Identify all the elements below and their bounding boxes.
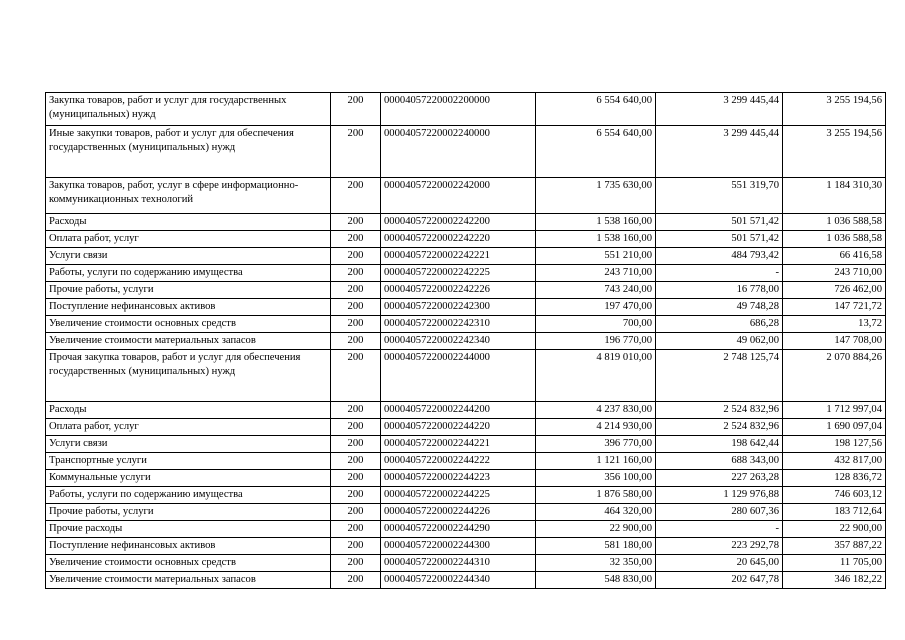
row-code-cell: 200 (331, 487, 381, 504)
row-name-cell: Работы, услуги по содержанию имущества (46, 487, 331, 504)
row-unexecuted-cell: 1 712 997,04 (783, 402, 886, 419)
table-row (46, 231, 886, 248)
table-row (46, 299, 886, 316)
row-approved-cell: 1 538 160,00 (536, 231, 656, 248)
row-code-cell: 200 (331, 248, 381, 265)
row-executed-cell: 2 748 125,74 (656, 350, 783, 402)
table-row (46, 214, 886, 231)
table-row (46, 265, 886, 282)
table-row (46, 453, 886, 470)
row-executed-cell: 501 571,42 (656, 214, 783, 231)
table-row (46, 572, 886, 589)
row-kbk-cell: 00004057220002242000 (381, 178, 536, 214)
row-code-cell: 200 (331, 299, 381, 316)
row-kbk-cell: 00004057220002244310 (381, 555, 536, 572)
row-code-cell: 200 (331, 572, 381, 589)
row-executed-cell: 2 524 832,96 (656, 402, 783, 419)
row-approved-cell: 1 538 160,00 (536, 214, 656, 231)
row-kbk-cell: 00004057220002242221 (381, 248, 536, 265)
row-approved-cell: 22 900,00 (536, 521, 656, 538)
row-executed-cell: 20 645,00 (656, 555, 783, 572)
table-row (46, 470, 886, 487)
row-unexecuted-cell: 22 900,00 (783, 521, 886, 538)
row-approved-cell: 1 735 630,00 (536, 178, 656, 214)
row-name-cell: Увеличение стоимости основных средств (46, 555, 331, 572)
row-unexecuted-cell: 1 036 588,58 (783, 214, 886, 231)
row-kbk-cell: 00004057220002244226 (381, 504, 536, 521)
row-name-cell: Закупка товаров, работ, услуг в сфере информационно-коммуникационных технологий (46, 178, 331, 214)
row-name-cell: Транспортные услуги (46, 453, 331, 470)
row-unexecuted-cell: 2 070 884,26 (783, 350, 886, 402)
row-unexecuted-cell: 1 036 588,58 (783, 231, 886, 248)
row-name-cell: Оплата работ, услуг (46, 419, 331, 436)
row-approved-cell: 196 770,00 (536, 333, 656, 350)
row-name-cell: Поступление нефинансовых активов (46, 538, 331, 555)
row-name-cell: Поступление нефинансовых активов (46, 299, 331, 316)
row-executed-cell: 16 778,00 (656, 282, 783, 299)
row-code-cell: 200 (331, 436, 381, 453)
row-executed-cell: - (656, 265, 783, 282)
row-approved-cell: 197 470,00 (536, 299, 656, 316)
table-row (46, 248, 886, 265)
table-row (46, 538, 886, 555)
row-kbk-cell: 00004057220002200000 (381, 93, 536, 126)
row-executed-cell: 501 571,42 (656, 231, 783, 248)
row-approved-cell: 548 830,00 (536, 572, 656, 589)
row-approved-cell: 551 210,00 (536, 248, 656, 265)
row-executed-cell: 198 642,44 (656, 436, 783, 453)
row-code-cell: 200 (331, 316, 381, 333)
row-kbk-cell: 00004057220002244340 (381, 572, 536, 589)
row-name-cell: Коммунальные услуги (46, 470, 331, 487)
row-code-cell: 200 (331, 350, 381, 402)
row-unexecuted-cell: 243 710,00 (783, 265, 886, 282)
row-approved-cell: 6 554 640,00 (536, 93, 656, 126)
row-kbk-cell: 00004057220002242340 (381, 333, 536, 350)
row-approved-cell: 32 350,00 (536, 555, 656, 572)
row-unexecuted-cell: 3 255 194,56 (783, 93, 886, 126)
table-row (46, 436, 886, 453)
row-code-cell: 200 (331, 231, 381, 248)
row-code-cell: 200 (331, 282, 381, 299)
table-row (46, 350, 886, 402)
row-kbk-cell: 00004057220002244222 (381, 453, 536, 470)
row-unexecuted-cell: 11 705,00 (783, 555, 886, 572)
row-executed-cell: 223 292,78 (656, 538, 783, 555)
row-executed-cell: 1 129 976,88 (656, 487, 783, 504)
row-executed-cell: 3 299 445,44 (656, 93, 783, 126)
row-approved-cell: 581 180,00 (536, 538, 656, 555)
row-unexecuted-cell: 432 817,00 (783, 453, 886, 470)
row-unexecuted-cell: 128 836,72 (783, 470, 886, 487)
row-approved-cell: 4 237 830,00 (536, 402, 656, 419)
table-row (46, 282, 886, 299)
table-row (46, 487, 886, 504)
table-row (46, 93, 886, 126)
row-name-cell: Прочие работы, услуги (46, 282, 331, 299)
row-approved-cell: 396 770,00 (536, 436, 656, 453)
row-kbk-cell: 00004057220002242300 (381, 299, 536, 316)
row-executed-cell: 49 748,28 (656, 299, 783, 316)
table-body (46, 93, 886, 589)
row-unexecuted-cell: 198 127,56 (783, 436, 886, 453)
table-row (46, 316, 886, 333)
row-code-cell: 200 (331, 178, 381, 214)
row-code-cell: 200 (331, 265, 381, 282)
row-executed-cell: - (656, 521, 783, 538)
row-name-cell: Увеличение стоимости материальных запасов (46, 333, 331, 350)
row-code-cell: 200 (331, 126, 381, 178)
row-approved-cell: 243 710,00 (536, 265, 656, 282)
row-name-cell: Увеличение стоимости материальных запасов (46, 572, 331, 589)
row-name-cell: Оплата работ, услуг (46, 231, 331, 248)
row-unexecuted-cell: 3 255 194,56 (783, 126, 886, 178)
row-kbk-cell: 00004057220002244220 (381, 419, 536, 436)
row-unexecuted-cell: 147 708,00 (783, 333, 886, 350)
table-row (46, 402, 886, 419)
row-name-cell: Прочие работы, услуги (46, 504, 331, 521)
row-name-cell: Расходы (46, 402, 331, 419)
row-kbk-cell: 00004057220002242310 (381, 316, 536, 333)
row-kbk-cell: 00004057220002244225 (381, 487, 536, 504)
row-code-cell: 200 (331, 214, 381, 231)
row-approved-cell: 1 121 160,00 (536, 453, 656, 470)
row-name-cell: Услуги связи (46, 436, 331, 453)
row-executed-cell: 484 793,42 (656, 248, 783, 265)
table-row (46, 126, 886, 178)
row-executed-cell: 202 647,78 (656, 572, 783, 589)
row-code-cell: 200 (331, 470, 381, 487)
row-approved-cell: 356 100,00 (536, 470, 656, 487)
row-name-cell: Прочая закупка товаров, работ и услуг для обеспечения государственных (муниципальных) нужд (46, 350, 331, 402)
row-approved-cell: 464 320,00 (536, 504, 656, 521)
row-kbk-cell: 00004057220002244300 (381, 538, 536, 555)
row-unexecuted-cell: 346 182,22 (783, 572, 886, 589)
row-code-cell: 200 (331, 93, 381, 126)
row-kbk-cell: 00004057220002242200 (381, 214, 536, 231)
row-name-cell: Увеличение стоимости основных средств (46, 316, 331, 333)
row-code-cell: 200 (331, 333, 381, 350)
row-kbk-cell: 00004057220002244290 (381, 521, 536, 538)
row-name-cell: Иные закупки товаров, работ и услуг для обеспечения государственных (муниципальных) нужд (46, 126, 331, 178)
table-row (46, 178, 886, 214)
row-name-cell: Закупка товаров, работ и услуг для государственных (муниципальных) нужд (46, 93, 331, 126)
row-executed-cell: 2 524 832,96 (656, 419, 783, 436)
row-code-cell: 200 (331, 402, 381, 419)
row-approved-cell: 4 819 010,00 (536, 350, 656, 402)
row-approved-cell: 743 240,00 (536, 282, 656, 299)
row-unexecuted-cell: 183 712,64 (783, 504, 886, 521)
row-code-cell: 200 (331, 521, 381, 538)
row-executed-cell: 3 299 445,44 (656, 126, 783, 178)
row-unexecuted-cell: 1 184 310,30 (783, 178, 886, 214)
row-unexecuted-cell: 147 721,72 (783, 299, 886, 316)
row-kbk-cell: 00004057220002244200 (381, 402, 536, 419)
row-executed-cell: 49 062,00 (656, 333, 783, 350)
row-code-cell: 200 (331, 555, 381, 572)
table-row (46, 521, 886, 538)
row-kbk-cell: 00004057220002242226 (381, 282, 536, 299)
row-approved-cell: 6 554 640,00 (536, 126, 656, 178)
row-approved-cell: 1 876 580,00 (536, 487, 656, 504)
row-unexecuted-cell: 357 887,22 (783, 538, 886, 555)
row-executed-cell: 686,28 (656, 316, 783, 333)
row-name-cell: Прочие расходы (46, 521, 331, 538)
row-unexecuted-cell: 1 690 097,04 (783, 419, 886, 436)
row-code-cell: 200 (331, 504, 381, 521)
row-kbk-cell: 00004057220002242220 (381, 231, 536, 248)
row-name-cell: Расходы (46, 214, 331, 231)
budget-expenditure-table (45, 92, 886, 589)
row-unexecuted-cell: 726 462,00 (783, 282, 886, 299)
row-kbk-cell: 00004057220002244000 (381, 350, 536, 402)
row-kbk-cell: 00004057220002240000 (381, 126, 536, 178)
row-approved-cell: 4 214 930,00 (536, 419, 656, 436)
row-name-cell: Услуги связи (46, 248, 331, 265)
row-executed-cell: 688 343,00 (656, 453, 783, 470)
row-code-cell: 200 (331, 453, 381, 470)
row-unexecuted-cell: 13,72 (783, 316, 886, 333)
row-executed-cell: 280 607,36 (656, 504, 783, 521)
row-kbk-cell: 00004057220002244221 (381, 436, 536, 453)
row-executed-cell: 227 263,28 (656, 470, 783, 487)
row-unexecuted-cell: 746 603,12 (783, 487, 886, 504)
table-row (46, 333, 886, 350)
row-name-cell: Работы, услуги по содержанию имущества (46, 265, 331, 282)
table-row (46, 555, 886, 572)
table-row (46, 504, 886, 521)
row-unexecuted-cell: 66 416,58 (783, 248, 886, 265)
row-executed-cell: 551 319,70 (656, 178, 783, 214)
table-row (46, 419, 886, 436)
row-code-cell: 200 (331, 419, 381, 436)
row-code-cell: 200 (331, 538, 381, 555)
row-kbk-cell: 00004057220002244223 (381, 470, 536, 487)
row-approved-cell: 700,00 (536, 316, 656, 333)
row-kbk-cell: 00004057220002242225 (381, 265, 536, 282)
